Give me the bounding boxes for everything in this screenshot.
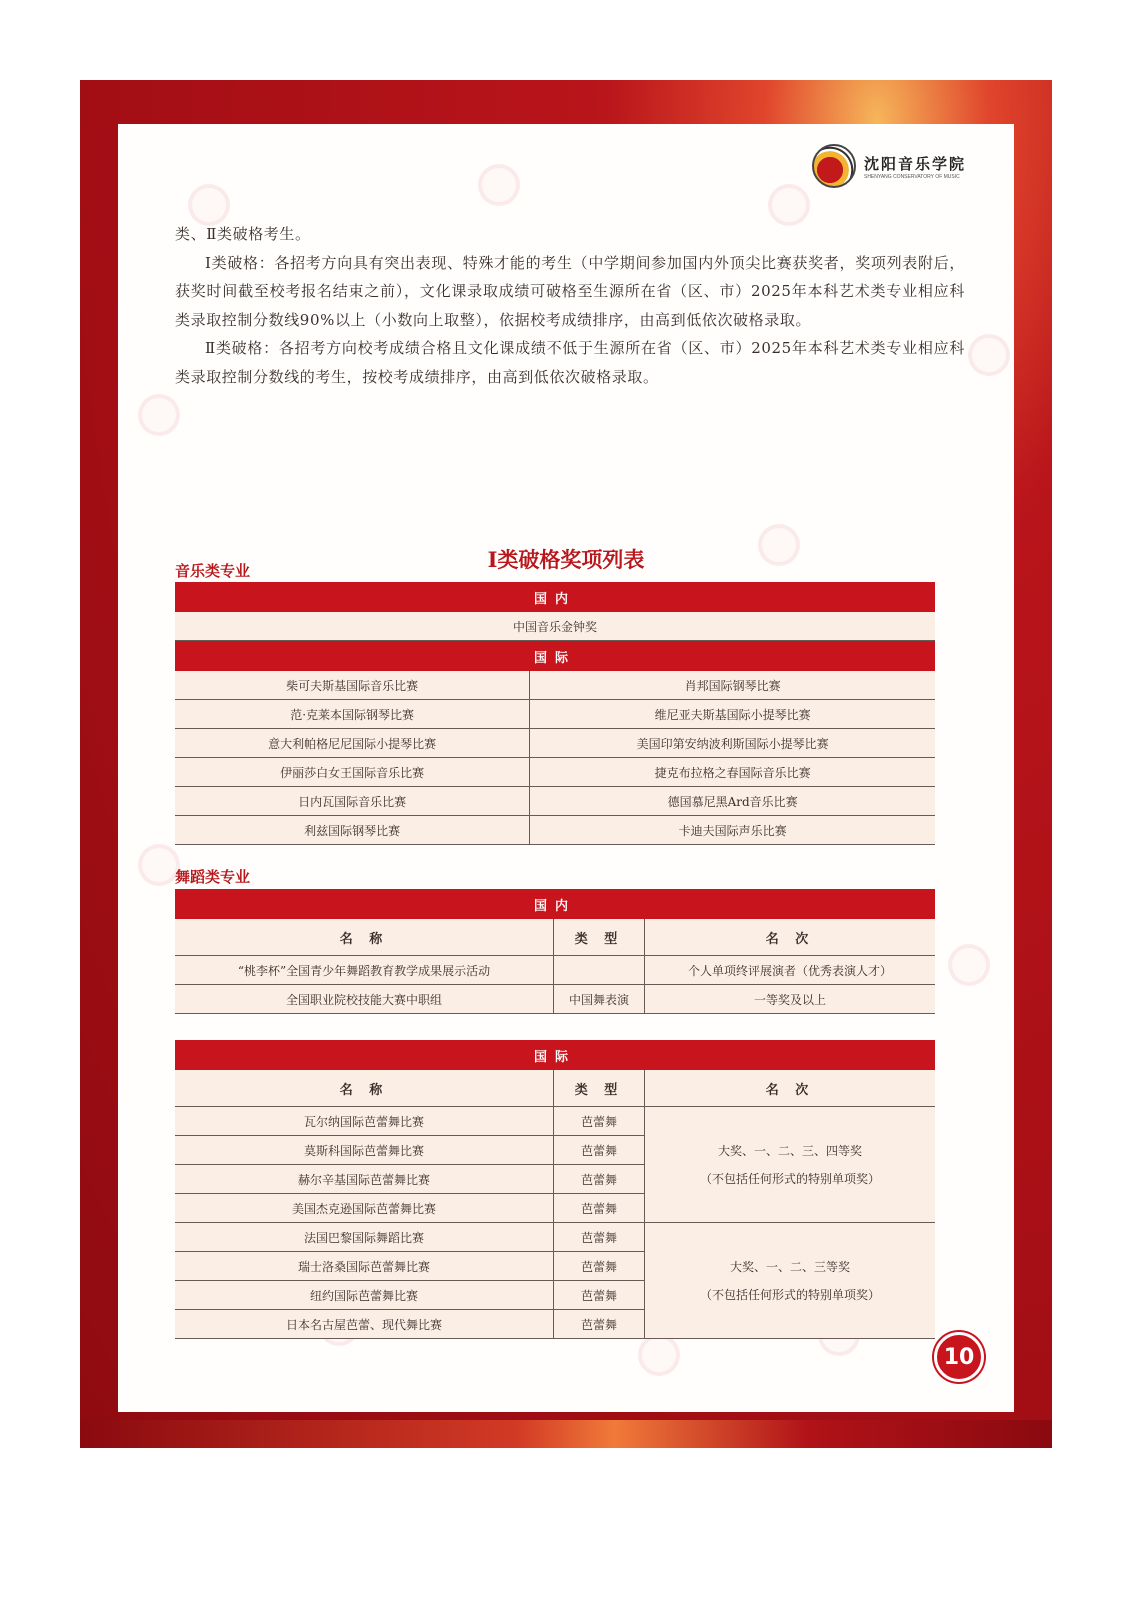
watermark-seal	[138, 844, 180, 886]
intro-line: 类、Ⅱ类破格考生。	[175, 225, 311, 243]
dance-intl-name: 法国巴黎国际舞蹈比赛	[175, 1223, 554, 1252]
music-intl-cell: 柴可夫斯基国际音乐比赛	[175, 671, 530, 700]
table-row	[175, 1223, 935, 1252]
music-intl-cell: 意大利帕格尼尼国际小提琴比赛	[175, 729, 530, 758]
dance-intl-type: 芭蕾舞	[554, 1107, 645, 1136]
dance-intl-name: 日本名古屋芭蕾、现代舞比赛	[175, 1310, 554, 1339]
table-header-row	[175, 919, 935, 956]
class-one-paragraph: Ⅰ类破格：各招考方向具有突出表现、特殊才能的考生（中学期间参加国内外顶尖比赛获奖者，奖项列表附后，获奖时间截至校考报名结束之前），文化课录取成绩可破格至生源所在省（区、市）2025年本科艺术类专业相应科类录取控制分数线90%以上（小数向上取整），依据校考成绩排序，由高到低依次破格录取。	[175, 253, 965, 329]
music-intl-cell: 伊丽莎白女王国际音乐比赛	[175, 758, 530, 787]
watermark-seal	[948, 944, 990, 986]
table-row	[175, 700, 935, 729]
dance-intl-table	[175, 1040, 935, 1339]
watermark-seal	[968, 334, 1010, 376]
dance-domestic-name: “桃李杯”全国青少年舞蹈教育教学成果展示活动	[175, 956, 554, 985]
logo-english-name: SHENYANG CONSERVATORY OF MUSIC	[863, 173, 960, 180]
music-award-table	[175, 582, 935, 845]
table-row	[175, 956, 935, 985]
rank-text: 大奖、一、二、三、四等奖	[717, 1143, 862, 1158]
dance-intl-name: 莫斯科国际芭蕾舞比赛	[175, 1136, 554, 1165]
music-intl-cell: 维尼亚夫斯基国际小提琴比赛	[530, 700, 935, 729]
music-intl-header: 国际	[175, 641, 935, 672]
school-logo	[812, 144, 966, 188]
class-two-paragraph: Ⅱ类破格：各招考方向校考成绩合格且文化课成绩不低于生源所在省（区、市）2025年本科艺术类专业相应科类录取控制分数线的考生，按校考成绩排序，由高到低依次破格录取。	[175, 339, 965, 386]
dance-intl-type: 芭蕾舞	[554, 1136, 645, 1165]
rank-note: （不包括任何形式的特别单项奖）	[699, 1287, 880, 1302]
dance-intl-name: 美国杰克逊国际芭蕾舞比赛	[175, 1194, 554, 1223]
watermark-seal	[638, 1334, 680, 1376]
page-frame	[80, 80, 1052, 1448]
dance-intl-type: 芭蕾舞	[554, 1194, 645, 1223]
rank-text: 大奖、一、二、三等奖	[729, 1259, 850, 1274]
logo-chinese-name: 沈阳音乐学院	[863, 154, 966, 173]
dance-domestic-header: 国内	[175, 889, 935, 919]
column-type: 类 型	[554, 919, 645, 956]
dance-intl-name: 瓦尔纳国际芭蕾舞比赛	[175, 1107, 554, 1136]
dance-domestic-type: 中国舞表演	[554, 985, 645, 1014]
column-rank: 名 次	[645, 1070, 936, 1107]
dance-intl-type: 芭蕾舞	[554, 1310, 645, 1339]
dance-domestic-rank: 个人单项终评展演者（优秀表演人才）	[645, 956, 936, 985]
dance-intl-rank-group-1	[645, 1107, 936, 1223]
page-content	[118, 124, 1014, 1412]
table-row	[175, 729, 935, 758]
school-emblem-icon	[812, 144, 856, 188]
table-row	[175, 816, 935, 845]
table-row	[175, 671, 935, 700]
column-rank: 名 次	[645, 919, 936, 956]
dance-intl-type: 芭蕾舞	[554, 1165, 645, 1194]
music-intl-cell: 日内瓦国际音乐比赛	[175, 787, 530, 816]
dance-intl-name: 纽约国际芭蕾舞比赛	[175, 1281, 554, 1310]
award-list-title: Ⅰ类破格奖项列表	[487, 547, 645, 572]
table-header-row	[175, 1070, 935, 1107]
dance-domestic-type	[554, 956, 645, 985]
watermark-seal	[478, 164, 520, 206]
column-type: 类 型	[554, 1070, 645, 1107]
table-row	[175, 1107, 935, 1136]
music-intl-cell: 利兹国际钢琴比赛	[175, 816, 530, 845]
dance-section-label: 舞蹈类专业	[175, 868, 251, 886]
page-number-badge: 10	[934, 1332, 984, 1382]
music-intl-cell: 美国印第安纳波利斯国际小提琴比赛	[530, 729, 935, 758]
dance-domestic-rank: 一等奖及以上	[645, 985, 936, 1014]
watermark-seal	[138, 394, 180, 436]
intro-text	[175, 220, 965, 391]
music-intl-cell: 范·克莱本国际钢琴比赛	[175, 700, 530, 729]
dance-intl-type: 芭蕾舞	[554, 1281, 645, 1310]
column-name: 名 称	[175, 919, 554, 956]
music-intl-cell: 肖邦国际钢琴比赛	[530, 671, 935, 700]
table-row	[175, 787, 935, 816]
column-name: 名 称	[175, 1070, 554, 1107]
table-row	[175, 985, 935, 1014]
dance-domestic-table	[175, 889, 935, 1014]
rank-note: （不包括任何形式的特别单项奖）	[699, 1171, 880, 1186]
dance-domestic-name: 全国职业院校技能大赛中职组	[175, 985, 554, 1014]
table-row	[175, 758, 935, 787]
dance-intl-name: 瑞士洛桑国际芭蕾舞比赛	[175, 1252, 554, 1281]
dance-intl-rank-group-2	[645, 1223, 936, 1339]
dance-intl-name: 赫尔辛基国际芭蕾舞比赛	[175, 1165, 554, 1194]
dance-intl-header: 国际	[175, 1040, 935, 1070]
music-intl-cell: 德国慕尼黑Ard音乐比赛	[530, 787, 935, 816]
music-intl-cell: 卡迪夫国际声乐比赛	[530, 816, 935, 845]
music-section-label: 音乐类专业	[175, 562, 251, 580]
dance-intl-type: 芭蕾舞	[554, 1223, 645, 1252]
music-domestic-header: 国内	[175, 582, 935, 612]
dance-intl-type: 芭蕾舞	[554, 1252, 645, 1281]
music-intl-cell: 捷克布拉格之春国际音乐比赛	[530, 758, 935, 787]
music-domestic-award: 中国音乐金钟奖	[175, 612, 935, 641]
